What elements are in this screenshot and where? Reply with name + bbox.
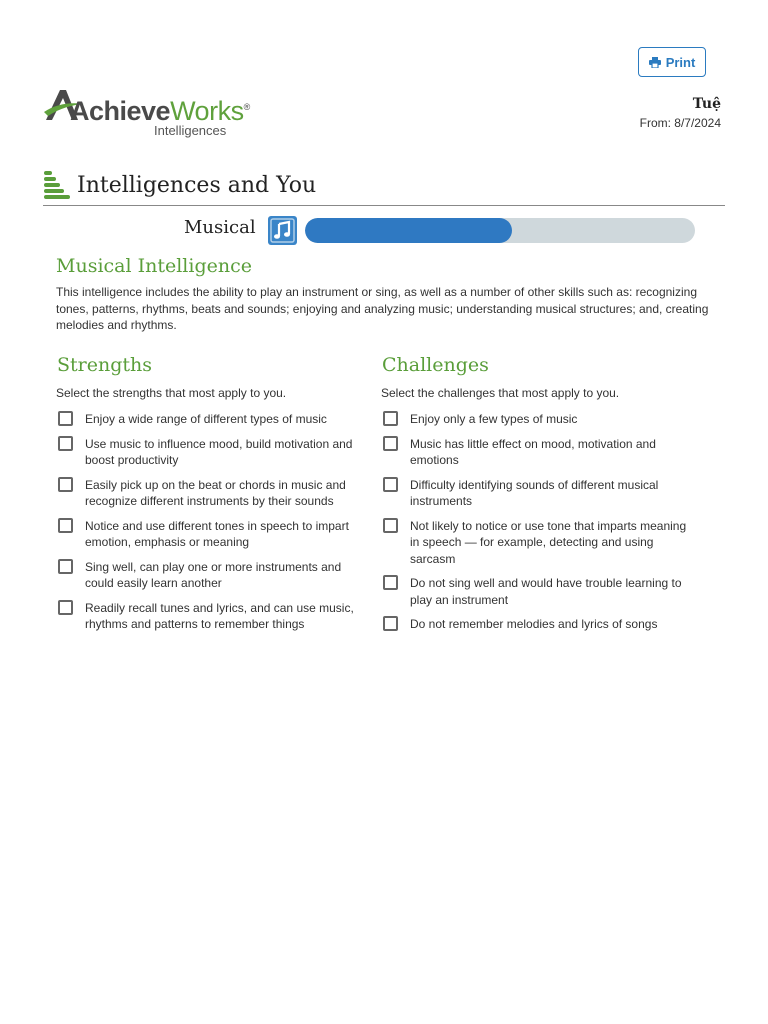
strengths-checkbox[interactable] xyxy=(58,477,73,492)
challenges-option[interactable] xyxy=(381,477,691,510)
challenges-checkbox[interactable] xyxy=(383,616,398,631)
strengths-option-label: Use music to influence mood, build motivation and boost productivity xyxy=(85,436,353,467)
strengths-option-label: Easily pick up on the beat or chords in music and recognize different instruments by their sounds xyxy=(85,477,346,508)
strengths-option-label: Readily recall tunes and lyrics, and can use music, rhythms and patterns to remember things xyxy=(85,600,354,631)
challenges-section xyxy=(381,354,691,641)
challenges-option-label: Enjoy only a few types of music xyxy=(410,412,578,426)
print-label: Print xyxy=(665,54,696,70)
strengths-option[interactable] xyxy=(56,518,366,551)
strengths-checkbox[interactable] xyxy=(58,436,73,451)
strengths-list xyxy=(56,411,366,633)
intelligence-progress-bar xyxy=(305,218,695,243)
challenges-option[interactable] xyxy=(381,411,691,428)
challenges-instruction: Select the challenges that most apply to you. xyxy=(381,386,620,400)
intelligence-description: This intelligence includes the ability to play an instrument or sing, as well as a number of other skills such as: recognizing tones, patterns, rhythms, beats and sounds; enjoying and analyzing music; understanding musical structures; and, creating melodies and rhythms. xyxy=(56,285,709,332)
strengths-option-label: Sing well, can play one or more instruments and could easily learn another xyxy=(85,559,342,590)
challenges-checkbox[interactable] xyxy=(383,575,398,590)
challenges-checkbox[interactable] xyxy=(383,436,398,451)
user-name: Tuệ xyxy=(692,96,721,112)
challenges-option-label: Not likely to notice or use tone that imparts meaning in speech — for example, detecting and using sarcasm xyxy=(410,518,687,566)
challenges-option[interactable] xyxy=(381,518,691,568)
challenges-option[interactable] xyxy=(381,436,691,469)
intelligence-label: Musical xyxy=(184,217,256,238)
strengths-checkbox[interactable] xyxy=(58,600,73,615)
strengths-instruction: Select the strengths that most apply to you. xyxy=(56,386,287,400)
challenges-option-label: Music has little effect on mood, motivation and emotions xyxy=(410,436,656,467)
strengths-checkbox[interactable] xyxy=(58,411,73,426)
strengths-checkbox[interactable] xyxy=(58,559,73,574)
section-heading: Musical Intelligence xyxy=(56,255,252,277)
list-bars-icon xyxy=(44,171,70,199)
print-icon xyxy=(649,57,661,68)
strengths-option[interactable] xyxy=(56,411,366,428)
music-note-icon xyxy=(268,216,297,245)
strengths-heading: Strengths xyxy=(57,354,152,376)
challenges-option[interactable] xyxy=(381,616,691,633)
challenges-heading: Challenges xyxy=(382,354,489,376)
page-title-row xyxy=(44,170,316,200)
page-title: Intelligences and You xyxy=(77,172,317,198)
challenges-checkbox[interactable] xyxy=(383,477,398,492)
strengths-option[interactable] xyxy=(56,600,366,633)
challenges-option[interactable] xyxy=(381,575,691,608)
strengths-option[interactable] xyxy=(56,477,366,510)
challenges-checkbox[interactable] xyxy=(383,411,398,426)
challenges-option-label: Do not sing well and would have trouble learning to play an instrument xyxy=(410,576,682,607)
strengths-checkbox[interactable] xyxy=(58,518,73,533)
report-date: From: 8/7/2024 xyxy=(639,116,721,130)
challenges-option-label: Do not remember melodies and lyrics of songs xyxy=(410,617,658,631)
achieveworks-logo xyxy=(44,86,250,142)
strengths-option[interactable] xyxy=(56,559,366,592)
strengths-option-label: Notice and use different tones in speech to impart emotion, emphasis or meaning xyxy=(85,518,349,549)
logo-wordmark: AchieveWorks® xyxy=(70,96,250,126)
progress-fill xyxy=(305,218,512,243)
title-divider xyxy=(43,205,725,206)
strengths-option[interactable] xyxy=(56,436,366,469)
challenges-list xyxy=(381,411,691,633)
print-button[interactable] xyxy=(638,47,706,77)
challenges-checkbox[interactable] xyxy=(383,518,398,533)
strengths-section xyxy=(56,354,366,641)
challenges-option-label: Difficulty identifying sounds of different musical instruments xyxy=(410,477,659,508)
strengths-option-label: Enjoy a wide range of different types of music xyxy=(85,412,327,426)
logo-subtitle: Intelligences xyxy=(154,123,227,138)
